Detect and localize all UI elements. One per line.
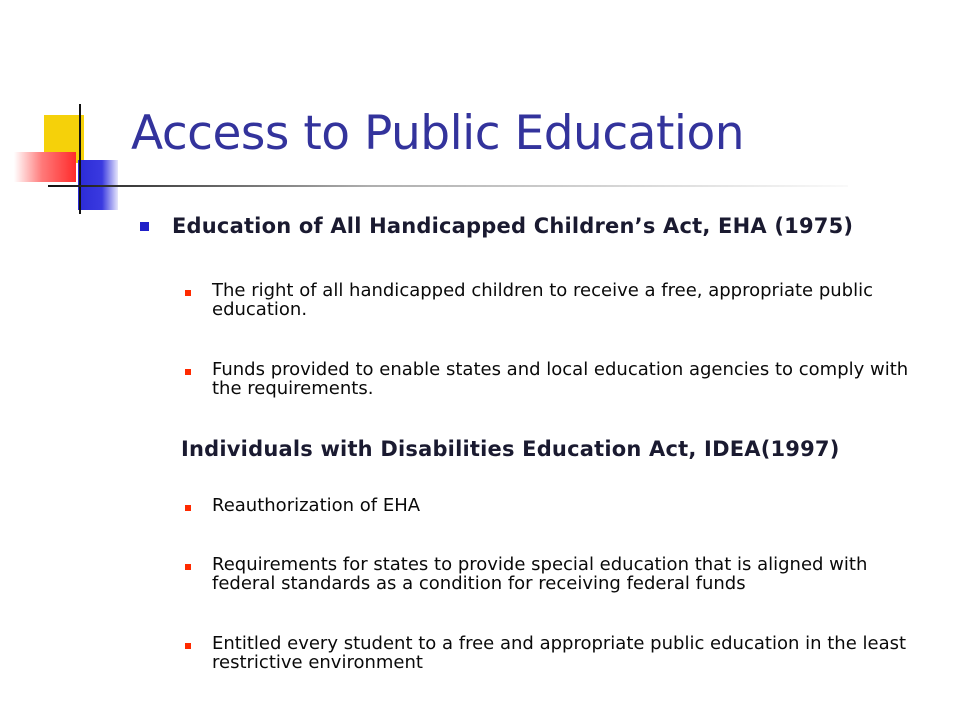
decor-red-bar: [14, 152, 76, 182]
list-item: Reauthorization of EHA: [212, 495, 421, 516]
bullet-square-icon: [185, 564, 191, 570]
bullet-square-icon: [185, 643, 191, 649]
decor-vertical-rule: [79, 104, 81, 214]
bullet-square-icon: [185, 290, 191, 296]
bullet-square-icon: [185, 369, 191, 375]
list-item: The right of all handicapped children to receive a free, appropriate public education.: [212, 280, 873, 320]
bullet-square-icon: [185, 505, 191, 511]
list-item: Funds provided to enable states and local education agencies to comply with the requirements.: [212, 359, 909, 399]
slide-title: Access to Public Education: [131, 106, 744, 161]
title-underline-rule: [48, 185, 848, 187]
bullet-square-icon: [140, 222, 149, 231]
list-item: Requirements for states to provide special education that is aligned with federal standards as a condition for receiving federal funds: [212, 554, 868, 594]
section-heading-eha: Education of All Handicapped Children’s Act, EHA (1975): [172, 214, 854, 238]
list-item: Entitled every student to a free and appropriate public education in the least restrictive environment: [212, 633, 907, 673]
section-heading-idea: Individuals with Disabilities Education Act, IDEA(1997): [181, 437, 840, 461]
